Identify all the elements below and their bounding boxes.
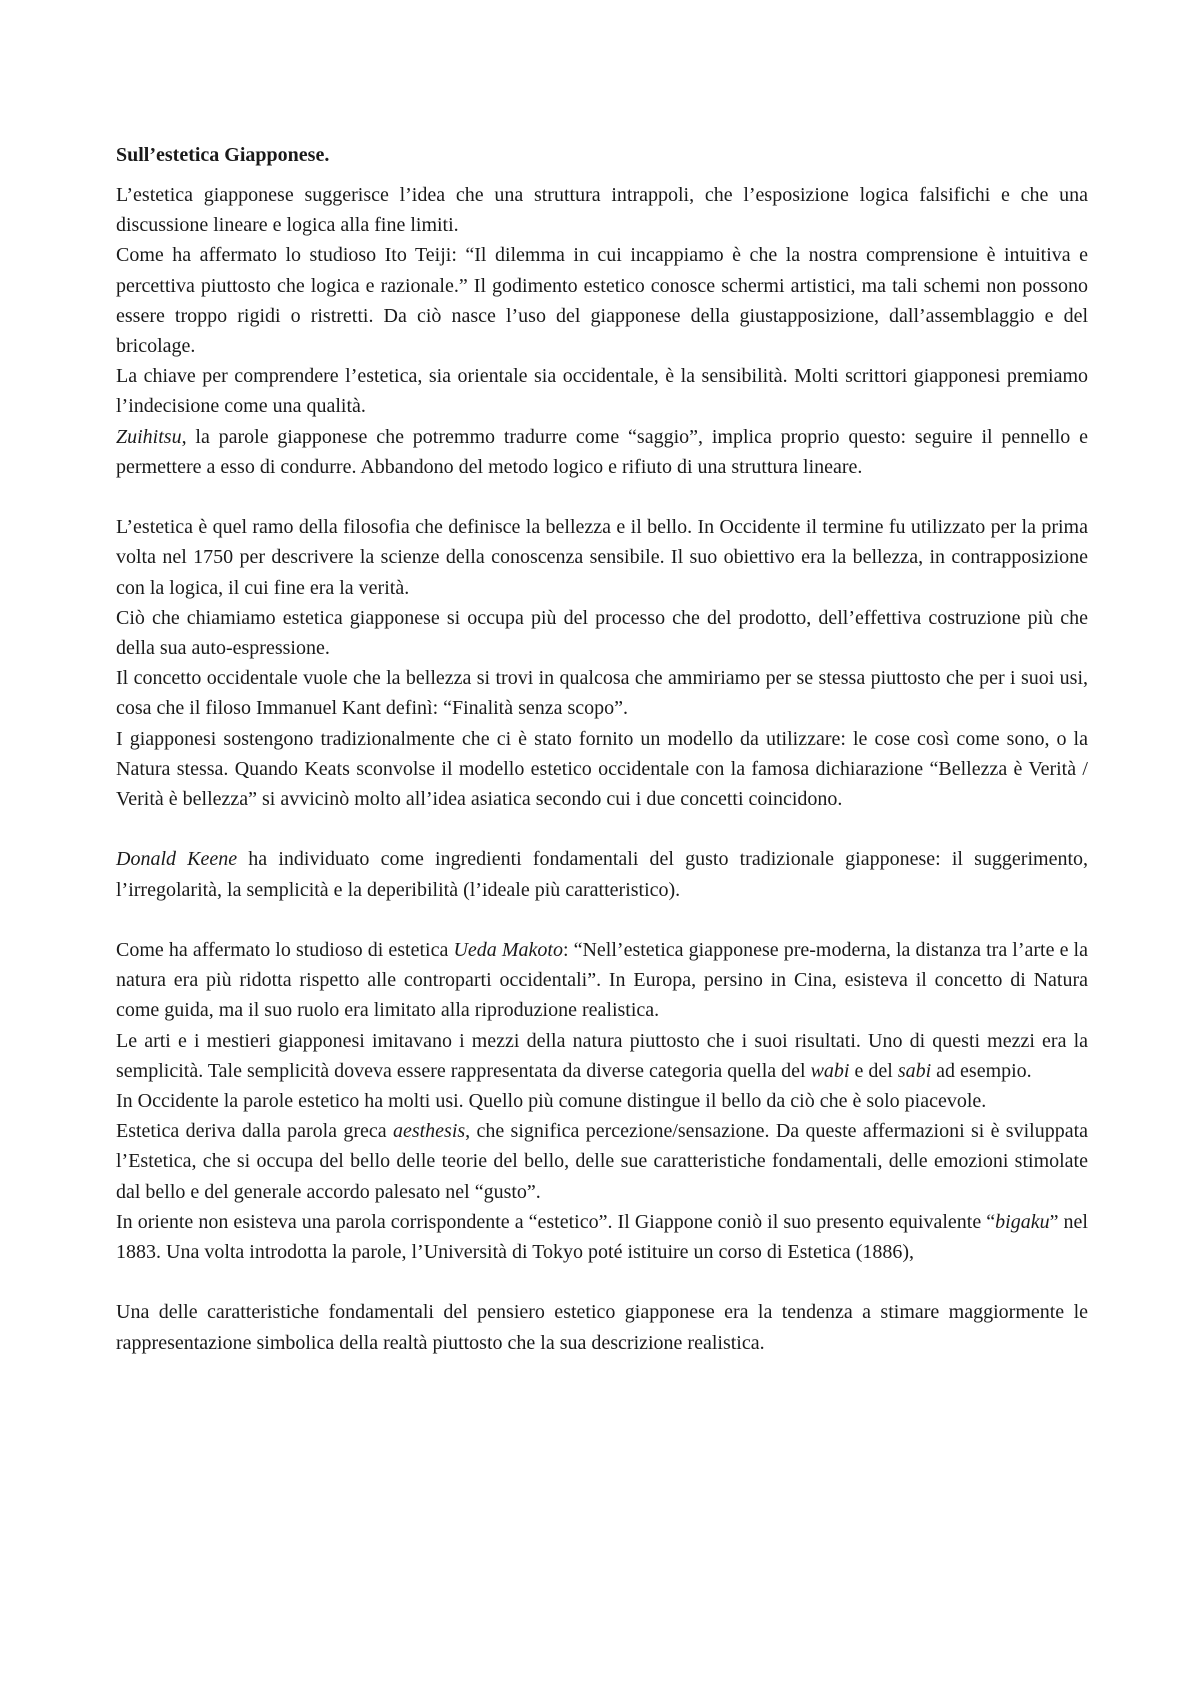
paragraph-text: ha individuato come ingredienti fondamentali del gusto tradizionale giapponese: il suggerimento, l’irregolarità, la semplicità e la deperibilità (l’ideale più caratteristico). — [116, 848, 1088, 901]
paragraph — [116, 1297, 1088, 1357]
italic-term: bigaku — [995, 1210, 1050, 1233]
italic-term: Zuihitsu — [116, 425, 182, 448]
italic-term: sabi — [897, 1059, 932, 1082]
paragraph-text: Ciò che chiamiamo estetica giapponese si occupa più del processo che del prodotto, dell’effettiva costruzione più che della sua auto-espressione. — [116, 606, 1088, 660]
paragraph — [116, 361, 1088, 421]
paragraph — [116, 422, 1088, 482]
document-body — [116, 180, 1088, 1358]
paragraph-text: Estetica deriva dalla parola greca — [116, 1120, 393, 1143]
paragraph-text: , la parole giapponese che potremmo tradurre come “saggio”, implica proprio questo: seguire il pennello e permettere a esso di condurre. Abbandono del metodo logico e rifiuto di una struttura lineare. — [116, 425, 1088, 478]
paragraph — [116, 512, 1088, 603]
paragraph-text: ” nel 1883. Una volta introdotta la parole, l’Università di Tokyo poté istituire un corso di Estetica (1886), — [116, 1210, 1088, 1264]
paragraph-text: In oriente non esisteva una parola corrispondente a “estetico”. Il Giappone coniò il suo presento equivalente “ — [116, 1210, 996, 1233]
paragraph-text: Come ha affermato lo studioso di estetica — [116, 939, 454, 962]
paragraph — [116, 1116, 1088, 1207]
paragraph — [116, 603, 1088, 663]
paragraph — [116, 1026, 1088, 1086]
paragraph-text: Una delle caratteristiche fondamentali del pensiero estetico giapponese era la tendenza a stimare maggiormente le rappresentazione simbolica della realtà piuttosto che la sua descrizione realistica. — [116, 1301, 1088, 1354]
paragraph — [116, 1086, 1088, 1116]
italic-term: aesthesis — [392, 1120, 466, 1143]
paragraph — [116, 180, 1088, 240]
document-title: Sull’estetica Giapponese. — [116, 144, 330, 166]
paragraph-text: Le arti e i mestieri giapponesi imitavano i mezzi della natura piuttosto che i suoi risultati. Uno di questi mezzi era la semplicità. Tale semplicità doveva essere rappresentata da diverse categoria quella del — [116, 1029, 1088, 1082]
italic-term: wabi — [810, 1059, 850, 1082]
paragraph — [116, 724, 1088, 815]
paragraph — [116, 844, 1088, 904]
paragraph — [116, 240, 1088, 361]
paragraph-spacer — [116, 814, 1088, 844]
paragraph-text: Il concetto occidentale vuole che la bellezza si trovi in qualcosa che ammiriamo per se stessa piuttosto che per i suoi usi, cosa che il filoso Immanuel Kant definì: “Finalità senza scopo”. — [116, 667, 1088, 720]
paragraph-spacer — [116, 482, 1088, 512]
document-page — [116, 140, 1088, 1358]
paragraph-text: La chiave per comprendere l’estetica, sia orientale sia occidentale, è la sensibilità. Molti scrittori giapponesi premiamo l’indecisione come una qualità. — [116, 365, 1088, 418]
italic-term: Ueda Makoto — [453, 939, 563, 962]
paragraph-spacer — [116, 1267, 1088, 1297]
paragraph — [116, 1207, 1088, 1267]
paragraph-text: : “Nell’estetica giapponese pre-moderna, la distanza tra l’arte e la natura era più ridotta rispetto alle controparti occidentali”. In Europa, persino in Cina, esisteva il concetto di Natura come guida, ma il suo ruolo era limitato alla riproduzione realistica. — [116, 939, 1088, 1022]
paragraph-text: L’estetica giapponese suggerisce l’idea che una struttura intrappoli, che l’esposizione logica falsifichi e che una discussione lineare e logica alla fine limiti. — [116, 184, 1088, 237]
paragraph — [116, 935, 1088, 1026]
paragraph-text: In Occidente la parole estetico ha molti usi. Quello più comune distingue il bello da ciò che è solo piacevole. — [116, 1090, 987, 1113]
paragraph — [116, 663, 1088, 723]
paragraph-text: I giapponesi sostengono tradizionalmente che ci è stato fornito un modello da utilizzare: le cose così come sono, o la Natura stessa. Quando Keats sconvolse il modello estetico occidentale con la famosa dichiarazione “Bellezza è Verità / Verità è bellezza” si avvicinò molto all’idea asiatica secondo cui i due concetti coincidono. — [116, 727, 1088, 811]
paragraph-text: Come ha affermato lo studioso Ito Teiji: “Il dilemma in cui incappiamo è che la nostra comprensione è intuitiva e percettiva piuttosto che logica e razionale.” Il godimento estetico conosce schermi artistici, ma tali schemi non possono essere troppo rigidi o ristretti. Da ciò nasce l’uso del giapponese della giustapposizione, dall’assemblaggio e del bricolage. — [116, 244, 1088, 358]
paragraph-text: e del — [849, 1059, 898, 1082]
paragraph-text: ad esempio. — [931, 1059, 1032, 1082]
paragraph-spacer — [116, 905, 1088, 935]
paragraph-text: L’estetica è quel ramo della filosofia che definisce la bellezza e il bello. In Occidente il termine fu utilizzato per la prima volta nel 1750 per descrivere la scienze della conoscenza sensibile. Il suo obiettivo era la bellezza, in contrapposizione con la logica, il cui fine era la verità. — [116, 516, 1088, 599]
paragraph-text: , che significa percezione/sensazione. Da queste affermazioni si è sviluppata l’Estetica, che si occupa del bello delle teorie del bello, delle sue caratteristiche fondamentali, delle emozioni stimolate dal bello e del generale accordo palesato nel “gusto”. — [116, 1120, 1088, 1203]
italic-term: Donald Keene — [116, 848, 238, 871]
